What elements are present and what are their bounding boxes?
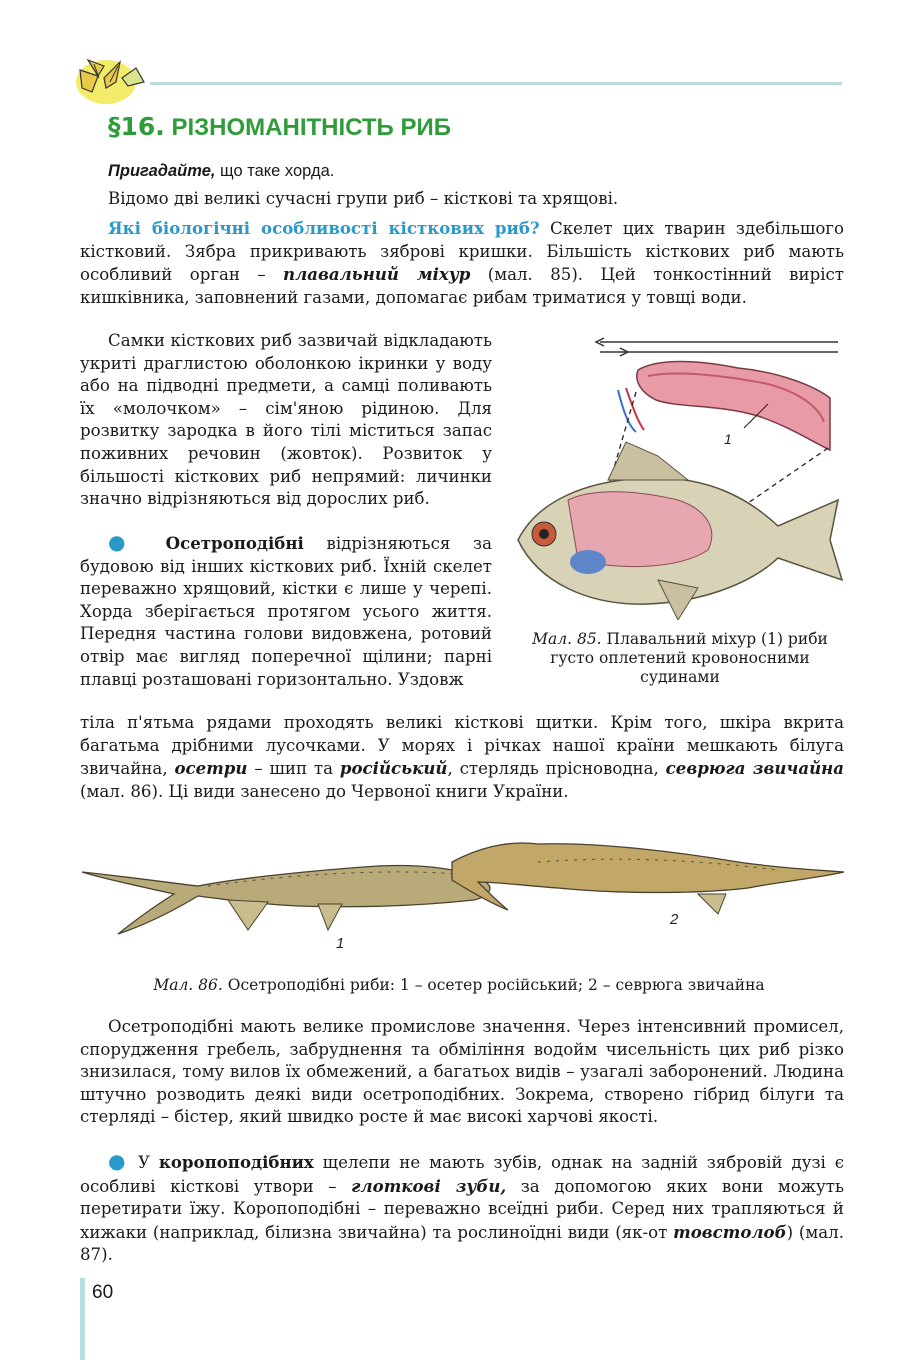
figure-86-sturgeons <box>78 838 848 958</box>
p5-text-a: У <box>129 1153 159 1172</box>
page-margin-bar <box>80 1278 85 1360</box>
page-number: 60 <box>92 1282 114 1303</box>
p4-text: Осетроподібні мають велике промислове значення. Через інтенсивний промисел, спорудження гребель, забруднення та обміління водойм чисельність цих риб різко знизилася, тому вилов їх обмежений, а багатьох видів – узагалі заборонений. Людина штучно розводить деякі види осетроподібних. Зокрема, створено гібрид білуги та стерляді – бістер, який швидко росте й має високі харчові якості. <box>80 1017 844 1127</box>
figure-86-label: Мал. 86. <box>153 976 223 994</box>
figure-85-marker: 1 <box>724 431 732 447</box>
bullet-icon-2: ● <box>108 1149 130 1173</box>
term-russian: російський <box>339 758 448 779</box>
p3-text-a: відрізняються за будовою від інших кісткових риб. Їхній скелет переважно хрящовий, кістки є лише у черепі. Хорда зберігається протягом усього життя. Передня частина голови видовжена, ротовий отвір має вигляд поперечної щілини; парні плавці розташовані горизонтально. Уздовж <box>80 534 493 689</box>
p5-text-c: за допомогою яких вони можуть перетирати їжу. Коропоподібні – переважно всеїдні риби. Серед них трапляються й хижаки (наприклад, білизна звичайна) та рослиноїдні види (як-от <box>80 1176 845 1242</box>
paragraph-reproduction <box>80 330 492 511</box>
term-sturgeons: Осетроподібні <box>165 533 304 553</box>
section-number: §16. <box>108 112 165 141</box>
p5-text-b: щелепи не мають зубів, однак на задній зябровій дузі є особливі кісткові утвори – <box>80 1153 845 1196</box>
recall-lead: Пригадайте, <box>108 162 216 180</box>
p3-text-c: – шип та <box>247 759 340 779</box>
p2-text: Самки кісткових риб зазвичай відкладають укриті драглистою оболонкою ікринки у воду або на підводні предмети, а самці поливають їх «молочком» – сім'яною рідиною. Для розвитку зародка в його тілі міститься запас поживних речовин (жовток). Розвиток у більшості кісткових риб непрямий: личинки значно відрізняються від дорослих риб. <box>80 331 492 509</box>
intro-paragraph <box>108 188 848 211</box>
p3-text-e: (мал. 86). Ці види занесено до Червоної книги України. <box>80 781 569 801</box>
term-cyprinids: коропоподібних <box>158 1152 314 1172</box>
figure-86-text: Осетроподібні риби: 1 – осетер російський; 2 – севрюга звичайна <box>222 976 765 994</box>
paragraph-cyprinids <box>80 1151 844 1267</box>
p3-text-b: тіла п'ятьма рядами проходять великі кісткові щитки. Крім того, шкіра вкрита багатьма дрібними лусочками. У морях і річках нашої країни мешкають білуга звичайна, <box>80 713 844 779</box>
recall-rest: що таке хорда. <box>215 162 335 180</box>
p1-text-b: (мал. 85). Цей тонкостінний виріст кишківника, заповнений газами, допомагає рибам триматися у товщі води. <box>80 265 844 307</box>
paragraph-sturgeons-cont <box>80 712 844 803</box>
term-starry-sturgeon: севрюга звичайна <box>665 758 844 779</box>
figure-85-fish-anatomy <box>508 330 848 620</box>
p3-text-d: , стерлядь прісноводна, <box>447 759 666 779</box>
figure-86-marker-1: 1 <box>336 935 345 952</box>
p5-text-d: ) (мал. 87). <box>80 1222 844 1265</box>
question-heading: Які біологічні особливості кісткових риб? <box>108 218 540 238</box>
p1-text-a: Скелет цих тварин здебільшого кістковий. Зябра прикривають зяброві кришки. Більшість кісткових риб мають особливий орган – <box>80 219 844 285</box>
section-title <box>108 112 451 142</box>
intro-text: Відомо дві великі сучасні групи риб – кісткові та хрящові. <box>108 189 619 208</box>
term-pharyngeal-teeth: глоткові зуби, <box>351 1175 507 1196</box>
bullet-icon: ● <box>108 530 143 554</box>
figure-86-caption <box>100 976 818 995</box>
paragraph-bony-fish <box>80 217 844 309</box>
term-silver-carp: товстолоб <box>673 1221 787 1242</box>
paragraph-sturgeons <box>80 532 492 691</box>
section-title-text: РІЗНОМАНІТНІСТЬ РИБ <box>171 114 451 141</box>
figure-86-marker-2: 2 <box>670 911 679 928</box>
header-rule <box>150 82 842 85</box>
figure-85-label: Мал. 85. <box>532 630 602 648</box>
figure-85-text: Плавальний міхур (1) риби густо оплетений кровоносними судинами <box>550 630 828 686</box>
paragraph-importance <box>80 1016 844 1129</box>
figure-85-caption <box>512 630 848 687</box>
butterfly-logo-icon <box>70 48 152 106</box>
term-sturgeons-osetry: осетри <box>174 758 248 779</box>
term-swim-bladder: плавальний міхур <box>283 264 471 285</box>
recall-line <box>108 160 848 183</box>
